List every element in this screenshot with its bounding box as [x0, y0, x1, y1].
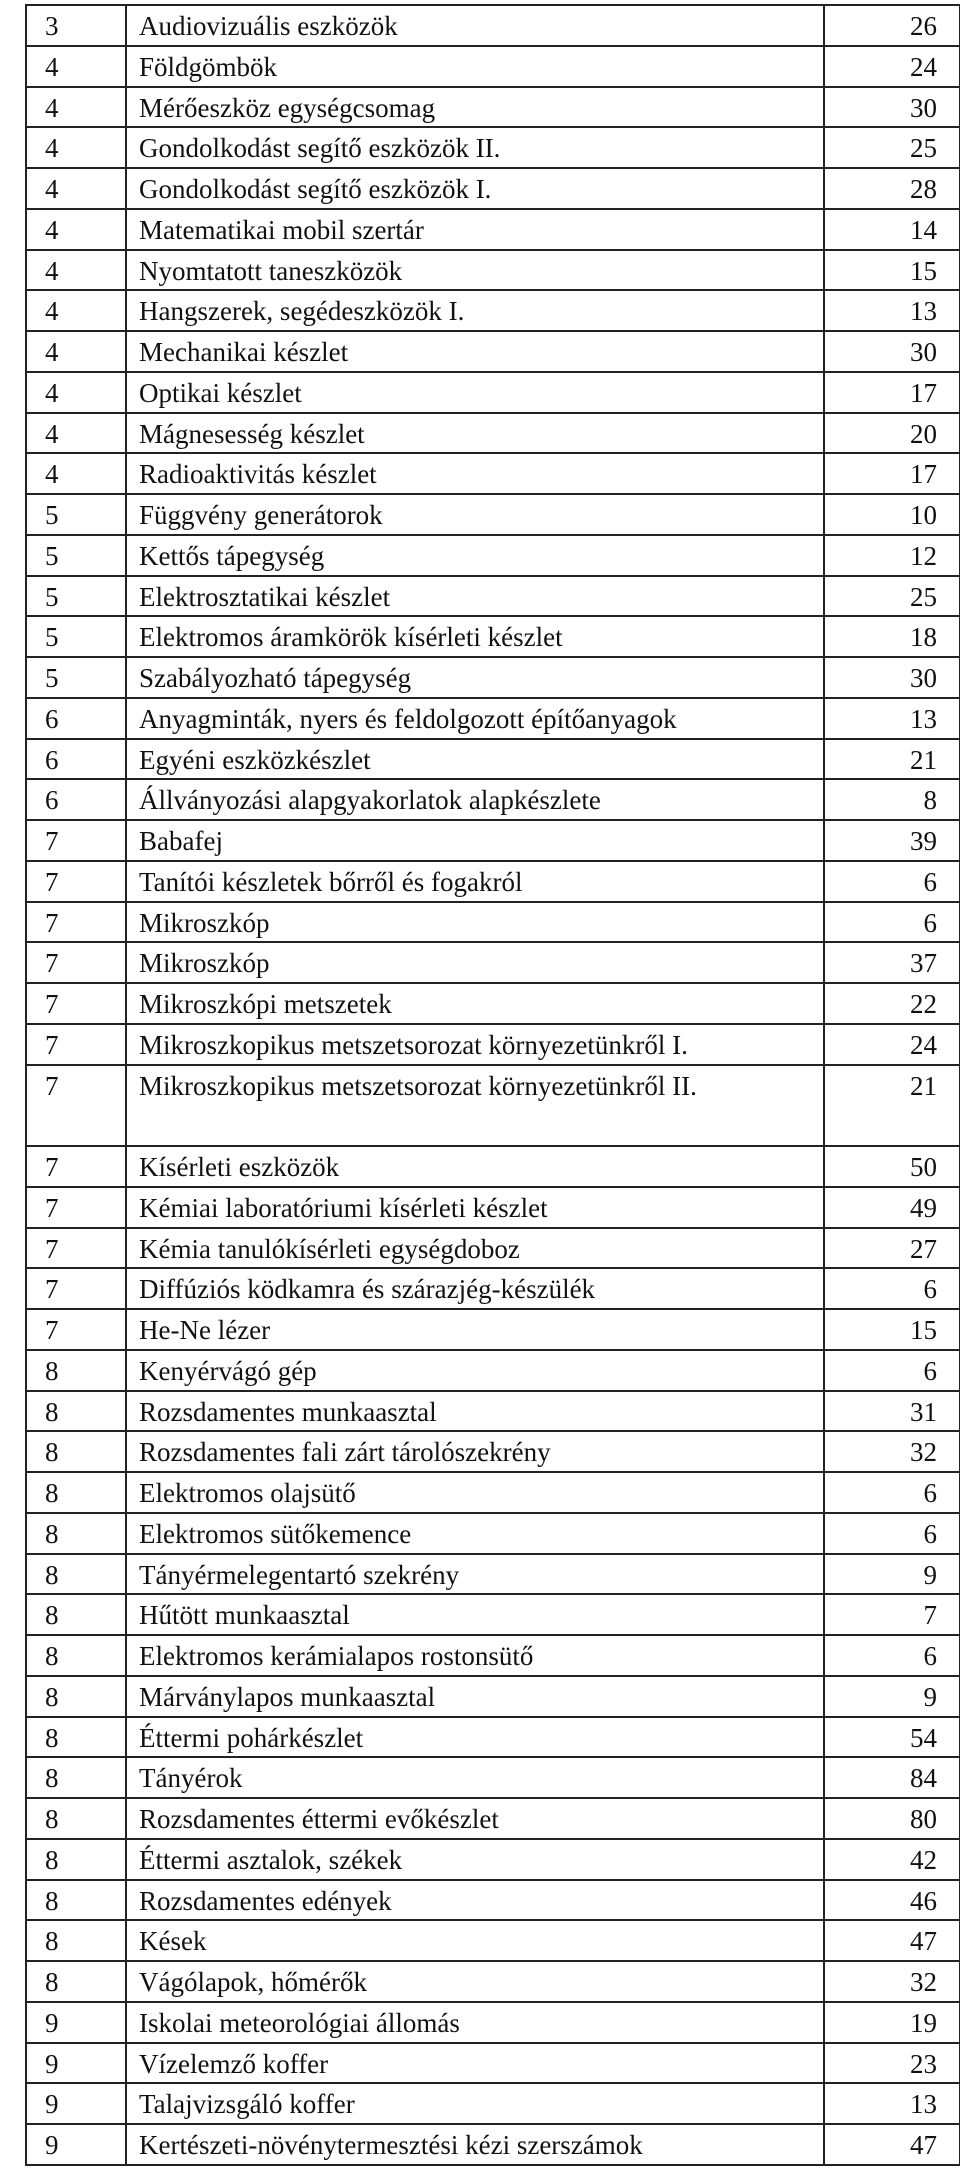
quantity-cell: 6	[824, 1635, 960, 1676]
table-row	[26, 1594, 960, 1635]
grade-cell: 8	[26, 1798, 126, 1839]
item-name-cell: Kémia tanulókísérleti egységdoboz	[126, 1228, 824, 1269]
table-row	[26, 1757, 960, 1798]
table-row	[26, 1146, 960, 1187]
item-name-cell: Elektromos áramkörök kísérleti készlet	[126, 616, 824, 657]
quantity-cell: 8	[824, 779, 960, 820]
table-row	[26, 1431, 960, 1472]
grade-cell: 4	[26, 46, 126, 87]
quantity-cell: 24	[824, 1024, 960, 1065]
item-name-cell: Márványlapos munkaasztal	[126, 1676, 824, 1717]
table-row	[26, 983, 960, 1024]
table-row	[26, 494, 960, 535]
quantity-cell: 80	[824, 1798, 960, 1839]
item-name-cell: Vízelemző koffer	[126, 2043, 824, 2084]
item-name-cell: Mechanikai készlet	[126, 331, 824, 372]
quantity-cell: 17	[824, 372, 960, 413]
table-row	[26, 127, 960, 168]
item-name-cell: Diffúziós ködkamra és szárazjég-készülék	[126, 1268, 824, 1309]
grade-cell: 8	[26, 1757, 126, 1798]
grade-cell: 7	[26, 1065, 126, 1147]
grade-cell: 5	[26, 616, 126, 657]
item-name-cell: Kettős tápegység	[126, 535, 824, 576]
item-name-cell: Mikroszkopikus metszetsorozat környezetünkről I.	[126, 1024, 824, 1065]
table-row	[26, 1554, 960, 1595]
quantity-cell: 27	[824, 1228, 960, 1269]
item-name-cell: Anyagminták, nyers és feldolgozott építőanyagok	[126, 698, 824, 739]
grade-cell: 8	[26, 1391, 126, 1432]
table-row	[26, 535, 960, 576]
quantity-cell: 6	[824, 902, 960, 943]
table-row	[26, 331, 960, 372]
table-row	[26, 5, 960, 46]
quantity-cell: 32	[824, 1961, 960, 2002]
quantity-cell: 37	[824, 942, 960, 983]
item-name-cell: Éttermi pohárkészlet	[126, 1717, 824, 1758]
grade-cell: 9	[26, 2043, 126, 2084]
grade-cell: 4	[26, 209, 126, 250]
quantity-cell: 6	[824, 1350, 960, 1391]
grade-cell: 7	[26, 1268, 126, 1309]
quantity-cell: 6	[824, 1513, 960, 1554]
grade-cell: 8	[26, 1961, 126, 2002]
grade-cell: 7	[26, 861, 126, 902]
item-name-cell: Kertészeti-növénytermesztési kézi szerszámok	[126, 2124, 824, 2165]
grade-cell: 8	[26, 1472, 126, 1513]
table-row	[26, 372, 960, 413]
table-row	[26, 209, 960, 250]
table-row	[26, 1676, 960, 1717]
grade-cell: 3	[26, 5, 126, 46]
quantity-cell: 22	[824, 983, 960, 1024]
table-row	[26, 1268, 960, 1309]
grade-cell: 4	[26, 331, 126, 372]
item-name-cell: Matematikai mobil szertár	[126, 209, 824, 250]
table-row	[26, 453, 960, 494]
grade-cell: 5	[26, 576, 126, 617]
quantity-cell: 50	[824, 1146, 960, 1187]
quantity-cell: 6	[824, 861, 960, 902]
quantity-cell: 39	[824, 820, 960, 861]
quantity-cell: 25	[824, 576, 960, 617]
item-name-cell: Gondolkodást segítő eszközök I.	[126, 168, 824, 209]
quantity-cell: 26	[824, 5, 960, 46]
table-row	[26, 1309, 960, 1350]
quantity-cell: 30	[824, 657, 960, 698]
item-name-cell: Vágólapok, hőmérők	[126, 1961, 824, 2002]
item-name-cell: Mikroszkóp	[126, 902, 824, 943]
quantity-cell: 46	[824, 1880, 960, 1921]
table-row	[26, 1391, 960, 1432]
table-row	[26, 2083, 960, 2124]
quantity-cell: 21	[824, 739, 960, 780]
equipment-table	[25, 4, 960, 2166]
item-name-cell: Tanítói készletek bőrről és fogakról	[126, 861, 824, 902]
quantity-cell: 14	[824, 209, 960, 250]
grade-cell: 4	[26, 87, 126, 128]
quantity-cell: 47	[824, 1920, 960, 1961]
table-row	[26, 942, 960, 983]
table-row	[26, 2002, 960, 2043]
quantity-cell: 18	[824, 616, 960, 657]
grade-cell: 7	[26, 1146, 126, 1187]
grade-cell: 5	[26, 494, 126, 535]
item-name-cell: Tányérok	[126, 1757, 824, 1798]
table-row	[26, 1961, 960, 2002]
item-name-cell: Egyéni eszközkészlet	[126, 739, 824, 780]
grade-cell: 8	[26, 1513, 126, 1554]
quantity-cell: 28	[824, 168, 960, 209]
table-row	[26, 820, 960, 861]
grade-cell: 4	[26, 372, 126, 413]
grade-cell: 9	[26, 2083, 126, 2124]
grade-cell: 4	[26, 168, 126, 209]
quantity-cell: 42	[824, 1839, 960, 1880]
item-name-cell: Audiovizuális eszközök	[126, 5, 824, 46]
grade-cell: 5	[26, 535, 126, 576]
item-name-cell: Állványozási alapgyakorlatok alapkészlete	[126, 779, 824, 820]
quantity-cell: 25	[824, 127, 960, 168]
item-name-cell: Éttermi asztalok, székek	[126, 1839, 824, 1880]
grade-cell: 8	[26, 1920, 126, 1961]
item-name-cell: Elektromos kerámialapos rostonsütő	[126, 1635, 824, 1676]
quantity-cell: 30	[824, 331, 960, 372]
item-name-cell: Nyomtatott taneszközök	[126, 250, 824, 291]
item-name-cell: Babafej	[126, 820, 824, 861]
item-name-cell: Mikroszkópi metszetek	[126, 983, 824, 1024]
table-row	[26, 1717, 960, 1758]
table-row	[26, 290, 960, 331]
item-name-cell: Földgömbök	[126, 46, 824, 87]
quantity-cell: 24	[824, 46, 960, 87]
item-name-cell: Rozsdamentes munkaasztal	[126, 1391, 824, 1432]
item-name-cell: Mikroszkopikus metszetsorozat környezetünkről II.	[126, 1065, 824, 1147]
item-name-cell: Mágnesesség készlet	[126, 413, 824, 454]
quantity-cell: 6	[824, 1472, 960, 1513]
item-name-cell: Iskolai meteorológiai állomás	[126, 2002, 824, 2043]
grade-cell: 9	[26, 2002, 126, 2043]
table-row	[26, 1798, 960, 1839]
table-row	[26, 1350, 960, 1391]
table-row	[26, 698, 960, 739]
table-row	[26, 1228, 960, 1269]
item-name-cell: Kések	[126, 1920, 824, 1961]
table-row	[26, 657, 960, 698]
item-name-cell: Rozsdamentes edények	[126, 1880, 824, 1921]
quantity-cell: 7	[824, 1594, 960, 1635]
grade-cell: 4	[26, 290, 126, 331]
quantity-cell: 31	[824, 1391, 960, 1432]
grade-cell: 8	[26, 1431, 126, 1472]
item-name-cell: Optikai készlet	[126, 372, 824, 413]
grade-cell: 7	[26, 1228, 126, 1269]
grade-cell: 9	[26, 2124, 126, 2165]
table-row	[26, 861, 960, 902]
table-row	[26, 1635, 960, 1676]
grade-cell: 8	[26, 1635, 126, 1676]
table-row	[26, 616, 960, 657]
item-name-cell: Mérőeszköz egységcsomag	[126, 87, 824, 128]
quantity-cell: 30	[824, 87, 960, 128]
quantity-cell: 13	[824, 290, 960, 331]
item-name-cell: He-Ne lézer	[126, 1309, 824, 1350]
table-row	[26, 1880, 960, 1921]
table-row	[26, 413, 960, 454]
quantity-cell: 84	[824, 1757, 960, 1798]
table-row	[26, 46, 960, 87]
quantity-cell: 10	[824, 494, 960, 535]
grade-cell: 4	[26, 453, 126, 494]
grade-cell: 7	[26, 1024, 126, 1065]
table-row	[26, 779, 960, 820]
quantity-cell: 23	[824, 2043, 960, 2084]
quantity-cell: 49	[824, 1187, 960, 1228]
quantity-cell: 17	[824, 453, 960, 494]
quantity-cell: 12	[824, 535, 960, 576]
quantity-cell: 13	[824, 698, 960, 739]
item-name-cell: Elektromos sütőkemence	[126, 1513, 824, 1554]
quantity-cell: 20	[824, 413, 960, 454]
grade-cell: 7	[26, 942, 126, 983]
grade-cell: 8	[26, 1350, 126, 1391]
quantity-cell: 54	[824, 1717, 960, 1758]
item-name-cell: Hangszerek, segédeszközök I.	[126, 290, 824, 331]
item-name-cell: Radioaktivitás készlet	[126, 453, 824, 494]
table-row	[26, 1839, 960, 1880]
table-row	[26, 1472, 960, 1513]
table-row	[26, 168, 960, 209]
item-name-cell: Kémiai laboratóriumi kísérleti készlet	[126, 1187, 824, 1228]
table-row	[26, 1187, 960, 1228]
item-name-cell: Kenyérvágó gép	[126, 1350, 824, 1391]
table-row	[26, 576, 960, 617]
item-name-cell: Gondolkodást segítő eszközök II.	[126, 127, 824, 168]
table-row	[26, 1513, 960, 1554]
quantity-cell: 6	[824, 1268, 960, 1309]
item-name-cell: Talajvizsgáló koffer	[126, 2083, 824, 2124]
table-row	[26, 739, 960, 780]
grade-cell: 8	[26, 1594, 126, 1635]
grade-cell: 8	[26, 1554, 126, 1595]
item-name-cell: Tányérmelegentartó szekrény	[126, 1554, 824, 1595]
quantity-cell: 32	[824, 1431, 960, 1472]
quantity-cell: 15	[824, 250, 960, 291]
quantity-cell: 13	[824, 2083, 960, 2124]
table-row	[26, 1024, 960, 1065]
table-row	[26, 902, 960, 943]
item-name-cell: Hűtött munkaasztal	[126, 1594, 824, 1635]
grade-cell: 8	[26, 1839, 126, 1880]
table-row	[26, 250, 960, 291]
table-row	[26, 87, 960, 128]
quantity-cell: 15	[824, 1309, 960, 1350]
grade-cell: 7	[26, 1309, 126, 1350]
item-name-cell: Rozsdamentes éttermi evőkészlet	[126, 1798, 824, 1839]
item-name-cell: Rozsdamentes fali zárt tárolószekrény	[126, 1431, 824, 1472]
quantity-cell: 9	[824, 1676, 960, 1717]
quantity-cell: 21	[824, 1065, 960, 1147]
equipment-table-body	[26, 5, 960, 2165]
item-name-cell: Elektromos olajsütő	[126, 1472, 824, 1513]
grade-cell: 4	[26, 250, 126, 291]
item-name-cell: Függvény generátorok	[126, 494, 824, 535]
grade-cell: 6	[26, 698, 126, 739]
item-name-cell: Mikroszkóp	[126, 942, 824, 983]
grade-cell: 6	[26, 739, 126, 780]
table-row	[26, 1920, 960, 1961]
grade-cell: 8	[26, 1676, 126, 1717]
grade-cell: 7	[26, 902, 126, 943]
grade-cell: 7	[26, 820, 126, 861]
grade-cell: 7	[26, 1187, 126, 1228]
table-row	[26, 1065, 960, 1147]
item-name-cell: Elektrosztatikai készlet	[126, 576, 824, 617]
grade-cell: 8	[26, 1717, 126, 1758]
table-row	[26, 2043, 960, 2084]
grade-cell: 7	[26, 983, 126, 1024]
grade-cell: 8	[26, 1880, 126, 1921]
item-name-cell: Kísérleti eszközök	[126, 1146, 824, 1187]
quantity-cell: 47	[824, 2124, 960, 2165]
grade-cell: 6	[26, 779, 126, 820]
grade-cell: 4	[26, 413, 126, 454]
grade-cell: 5	[26, 657, 126, 698]
quantity-cell: 9	[824, 1554, 960, 1595]
table-row	[26, 2124, 960, 2165]
grade-cell: 4	[26, 127, 126, 168]
quantity-cell: 19	[824, 2002, 960, 2043]
item-name-cell: Szabályozható tápegység	[126, 657, 824, 698]
